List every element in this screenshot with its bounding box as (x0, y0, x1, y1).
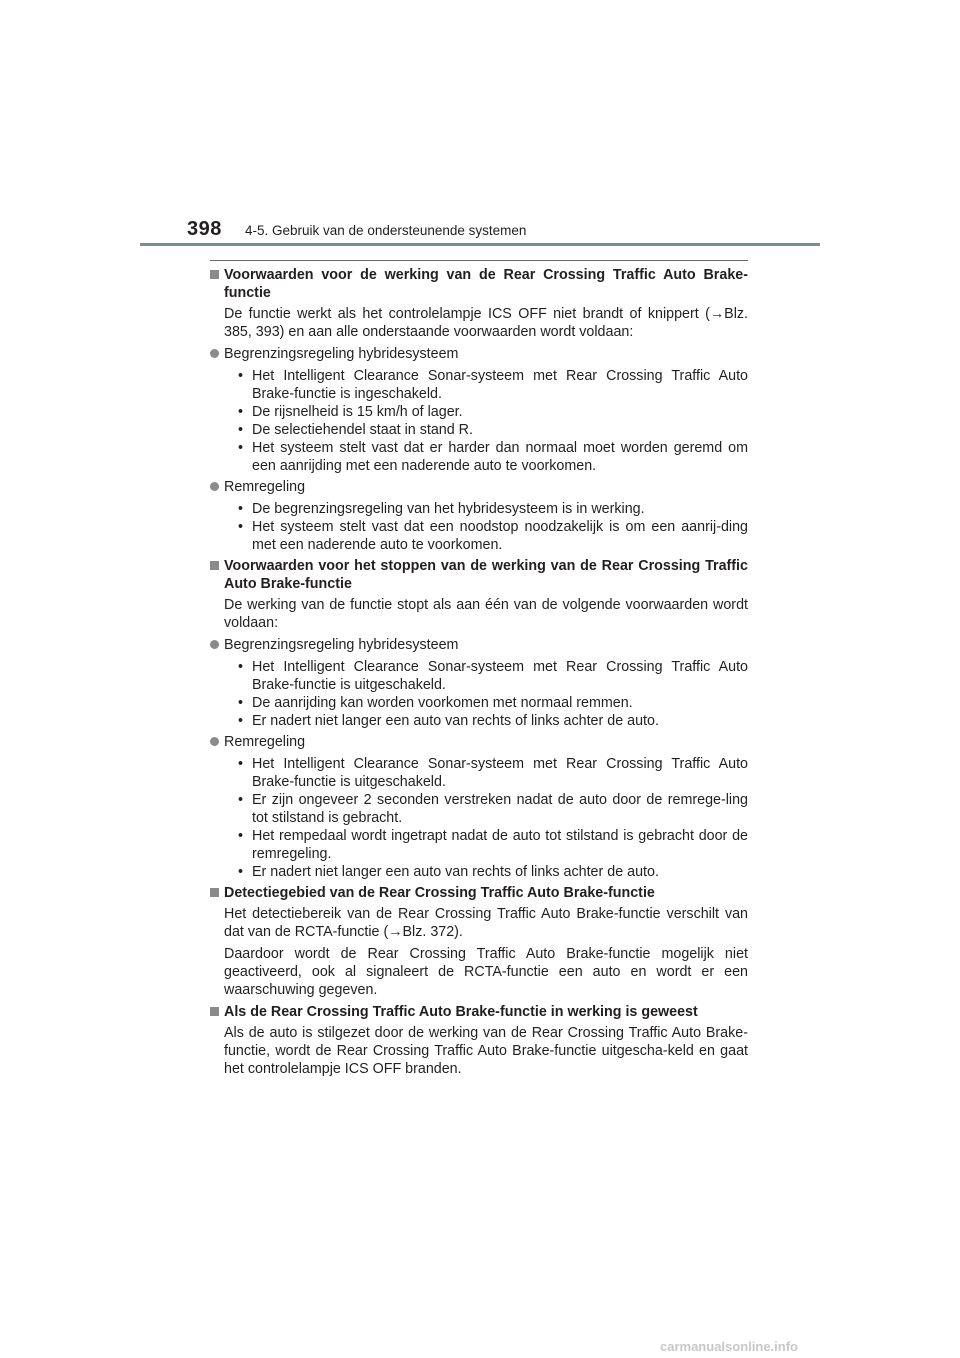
list-item: • Het systeem stelt vast dat er harder dan normaal moet worden geremd om een aanrijding met een naderende auto te voorkomen. (238, 439, 748, 475)
list-item: • Er nadert niet langer een auto van rechts of links achter de auto. (238, 863, 748, 881)
list-item: • De aanrijding kan worden voorkomen met normaal remmen. (238, 694, 748, 712)
section-heading (210, 266, 748, 302)
bullet-list (210, 658, 748, 730)
bullet-list (210, 755, 748, 881)
list-item: • Het Intelligent Clearance Sonar-systeem met Rear Crossing Traffic Auto Brake-functie is ingeschakeld. (238, 367, 748, 403)
paragraph: De werking van de functie stopt als aan één van de volgende voorwaarden wordt voldaan: (224, 597, 748, 631)
subsection-heading (210, 345, 748, 363)
list-item: • Het rempedaal wordt ingetrapt nadat de auto tot stilstand is gebracht door de remregeling. (238, 827, 748, 863)
section (210, 557, 748, 881)
square-bullet-icon (210, 561, 219, 570)
circle-bullet-icon (210, 737, 219, 746)
square-bullet-icon (210, 270, 219, 279)
page-content (210, 266, 748, 1082)
section-heading (210, 884, 748, 902)
watermark: carmanualsonline.info (660, 1339, 798, 1354)
subsection-title: Begrenzingsregeling hybridesysteem (224, 637, 459, 653)
paragraph: Het detectiebereik van de Rear Crossing Traffic Auto Brake-functie verschilt van dat van de RCTA-functie (→Blz. 372). (224, 906, 748, 940)
subsection-title: Remregeling (224, 479, 306, 495)
circle-bullet-icon (210, 640, 219, 649)
paragraph: De functie werkt als het controlelampje ICS OFF niet brandt of knippert (→Blz. 385, 393) en aan alle onderstaande voorwaarden wordt voldaan: (224, 306, 748, 340)
section-title: Voorwaarden voor de werking van de Rear Crossing Traffic Auto Brake-functie (224, 267, 748, 301)
list-item: • De selectiehendel staat in stand R. (238, 421, 748, 439)
list-item: • Er nadert niet langer een auto van rechts of links achter de auto. (238, 712, 748, 730)
section-heading (210, 1003, 748, 1021)
section-title: Voorwaarden voor het stoppen van de werking van de Rear Crossing Traffic Auto Brake-functie (224, 558, 748, 592)
subsection-title: Remregeling (224, 734, 306, 750)
subsection-heading (210, 636, 748, 654)
paragraph: Als de auto is stilgezet door de werking van de Rear Crossing Traffic Auto Brake-functie, wordt de Rear Crossing Traffic Auto Brake-functie uitgescha-keld en gaat het controlelampje ICS OFF branden. (224, 1025, 748, 1077)
subsection-heading (210, 478, 748, 496)
section-title: Als de Rear Crossing Traffic Auto Brake-functie in werking is geweest (224, 1004, 698, 1020)
section-heading (210, 557, 748, 593)
list-item: • Het Intelligent Clearance Sonar-systeem met Rear Crossing Traffic Auto Brake-functie is uitgeschakeld. (238, 658, 748, 694)
page-number: 398 (187, 218, 222, 240)
section (210, 266, 748, 554)
square-bullet-icon (210, 888, 219, 897)
subsection-heading (210, 733, 748, 751)
section-divider (210, 260, 748, 261)
list-item: • Het Intelligent Clearance Sonar-systeem met Rear Crossing Traffic Auto Brake-functie is uitgeschakeld. (238, 755, 748, 791)
chapter-title: 4-5. Gebruik van de ondersteunende systemen (245, 223, 527, 238)
paragraph: Daardoor wordt de Rear Crossing Traffic Auto Brake-functie mogelijk niet geactiveerd, ook al signaleert de RCTA-functie een auto en wordt er een waarschuwing gegeven. (224, 946, 748, 998)
section-title: Detectiegebied van de Rear Crossing Traffic Auto Brake-functie (224, 885, 655, 901)
header-divider (140, 243, 820, 246)
list-item: • Het systeem stelt vast dat een noodstop noodzakelijk is om een aanrij-ding met een naderende auto te voorkomen. (238, 518, 748, 554)
list-item: • De begrenzingsregeling van het hybridesysteem is in werking. (238, 500, 748, 518)
circle-bullet-icon (210, 349, 219, 358)
circle-bullet-icon (210, 482, 219, 491)
section (210, 1003, 748, 1078)
bullet-list (210, 500, 748, 554)
list-item: • De rijsnelheid is 15 km/h of lager. (238, 403, 748, 421)
square-bullet-icon (210, 1007, 219, 1016)
bullet-list (210, 367, 748, 475)
section (210, 884, 748, 999)
list-item: • Er zijn ongeveer 2 seconden verstreken nadat de auto door de remrege-ling tot stilstand is gebracht. (238, 791, 748, 827)
subsection-title: Begrenzingsregeling hybridesysteem (224, 346, 459, 362)
